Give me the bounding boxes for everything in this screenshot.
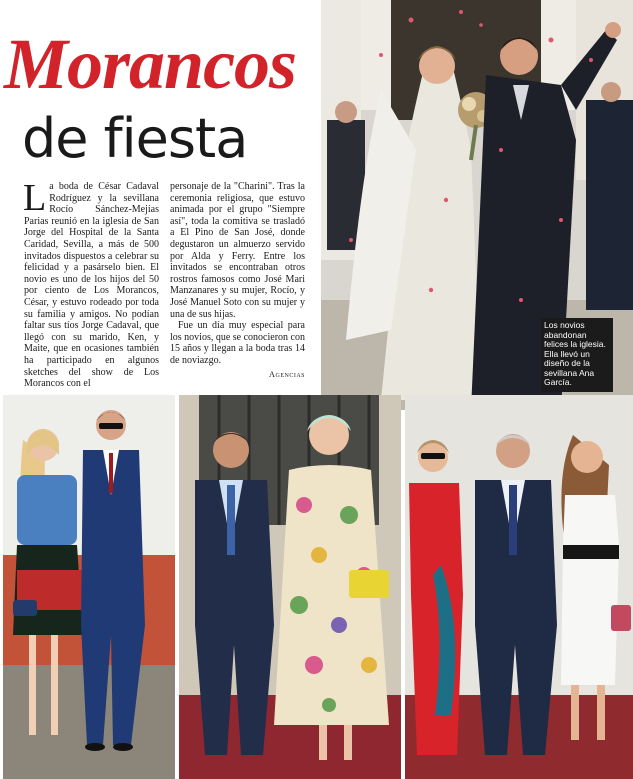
headline-main: Morancos: [4, 24, 297, 104]
guests-photo-1: [3, 395, 175, 779]
photo-credit: Agencias: [268, 368, 305, 379]
article-text-col2-p1: personaje de la "Charini". Tras la ceremonia religiosa, que estuvo animada por el grupo "Siempre así", toda la comitiva se trasladó a El Pino de San José, donde degustaron un almuerzo servido por Alda y Ferry. Entre los invitados se encontraban otros rostros famosos como José Mari Manzanares y su mujer, Rocío, y José Manuel Soto con su mujer y una de sus hijas.: [170, 181, 305, 320]
drop-cap: L: [23, 177, 47, 219]
article-text-col2-p2: Fue un día muy especial para los novios, que se conocieron con 15 años y llegan a la boda tras 14 de noviazgo.: [170, 320, 305, 366]
guests-photo-3: [405, 395, 633, 779]
headline-sub: de fiesta: [22, 107, 248, 170]
article-column-1: [23, 177, 159, 390]
article-column-2: [170, 181, 305, 380]
guests-photo-2: [179, 395, 401, 779]
photo-caption: Los novios abandonan felices la iglesia. Ella llevó un diseño de la sevillana Ana García.: [541, 318, 613, 392]
article-text-col1: a boda de César Cadaval Rodríguez y la sevillana Rocío Sánchez-Mejías Parias reunió en la iglesia de San Jorge del Hospital de la Santa Caridad, Sevilla, a más de 500 invitados dispuestos a celebrar su felicidad y a pasárselo bien. El novio es uno de los hijos del 50 por ciento de Los Morancos, César, y estuvo rodeado por toda su familia y amigos. No podían faltar sus tíos Jorge Cadaval, que llegó con su marido, Ken, y Maite, que en ocasiones también ha participado en algunos sketches del show de Los Morancos con el: [24, 181, 159, 390]
